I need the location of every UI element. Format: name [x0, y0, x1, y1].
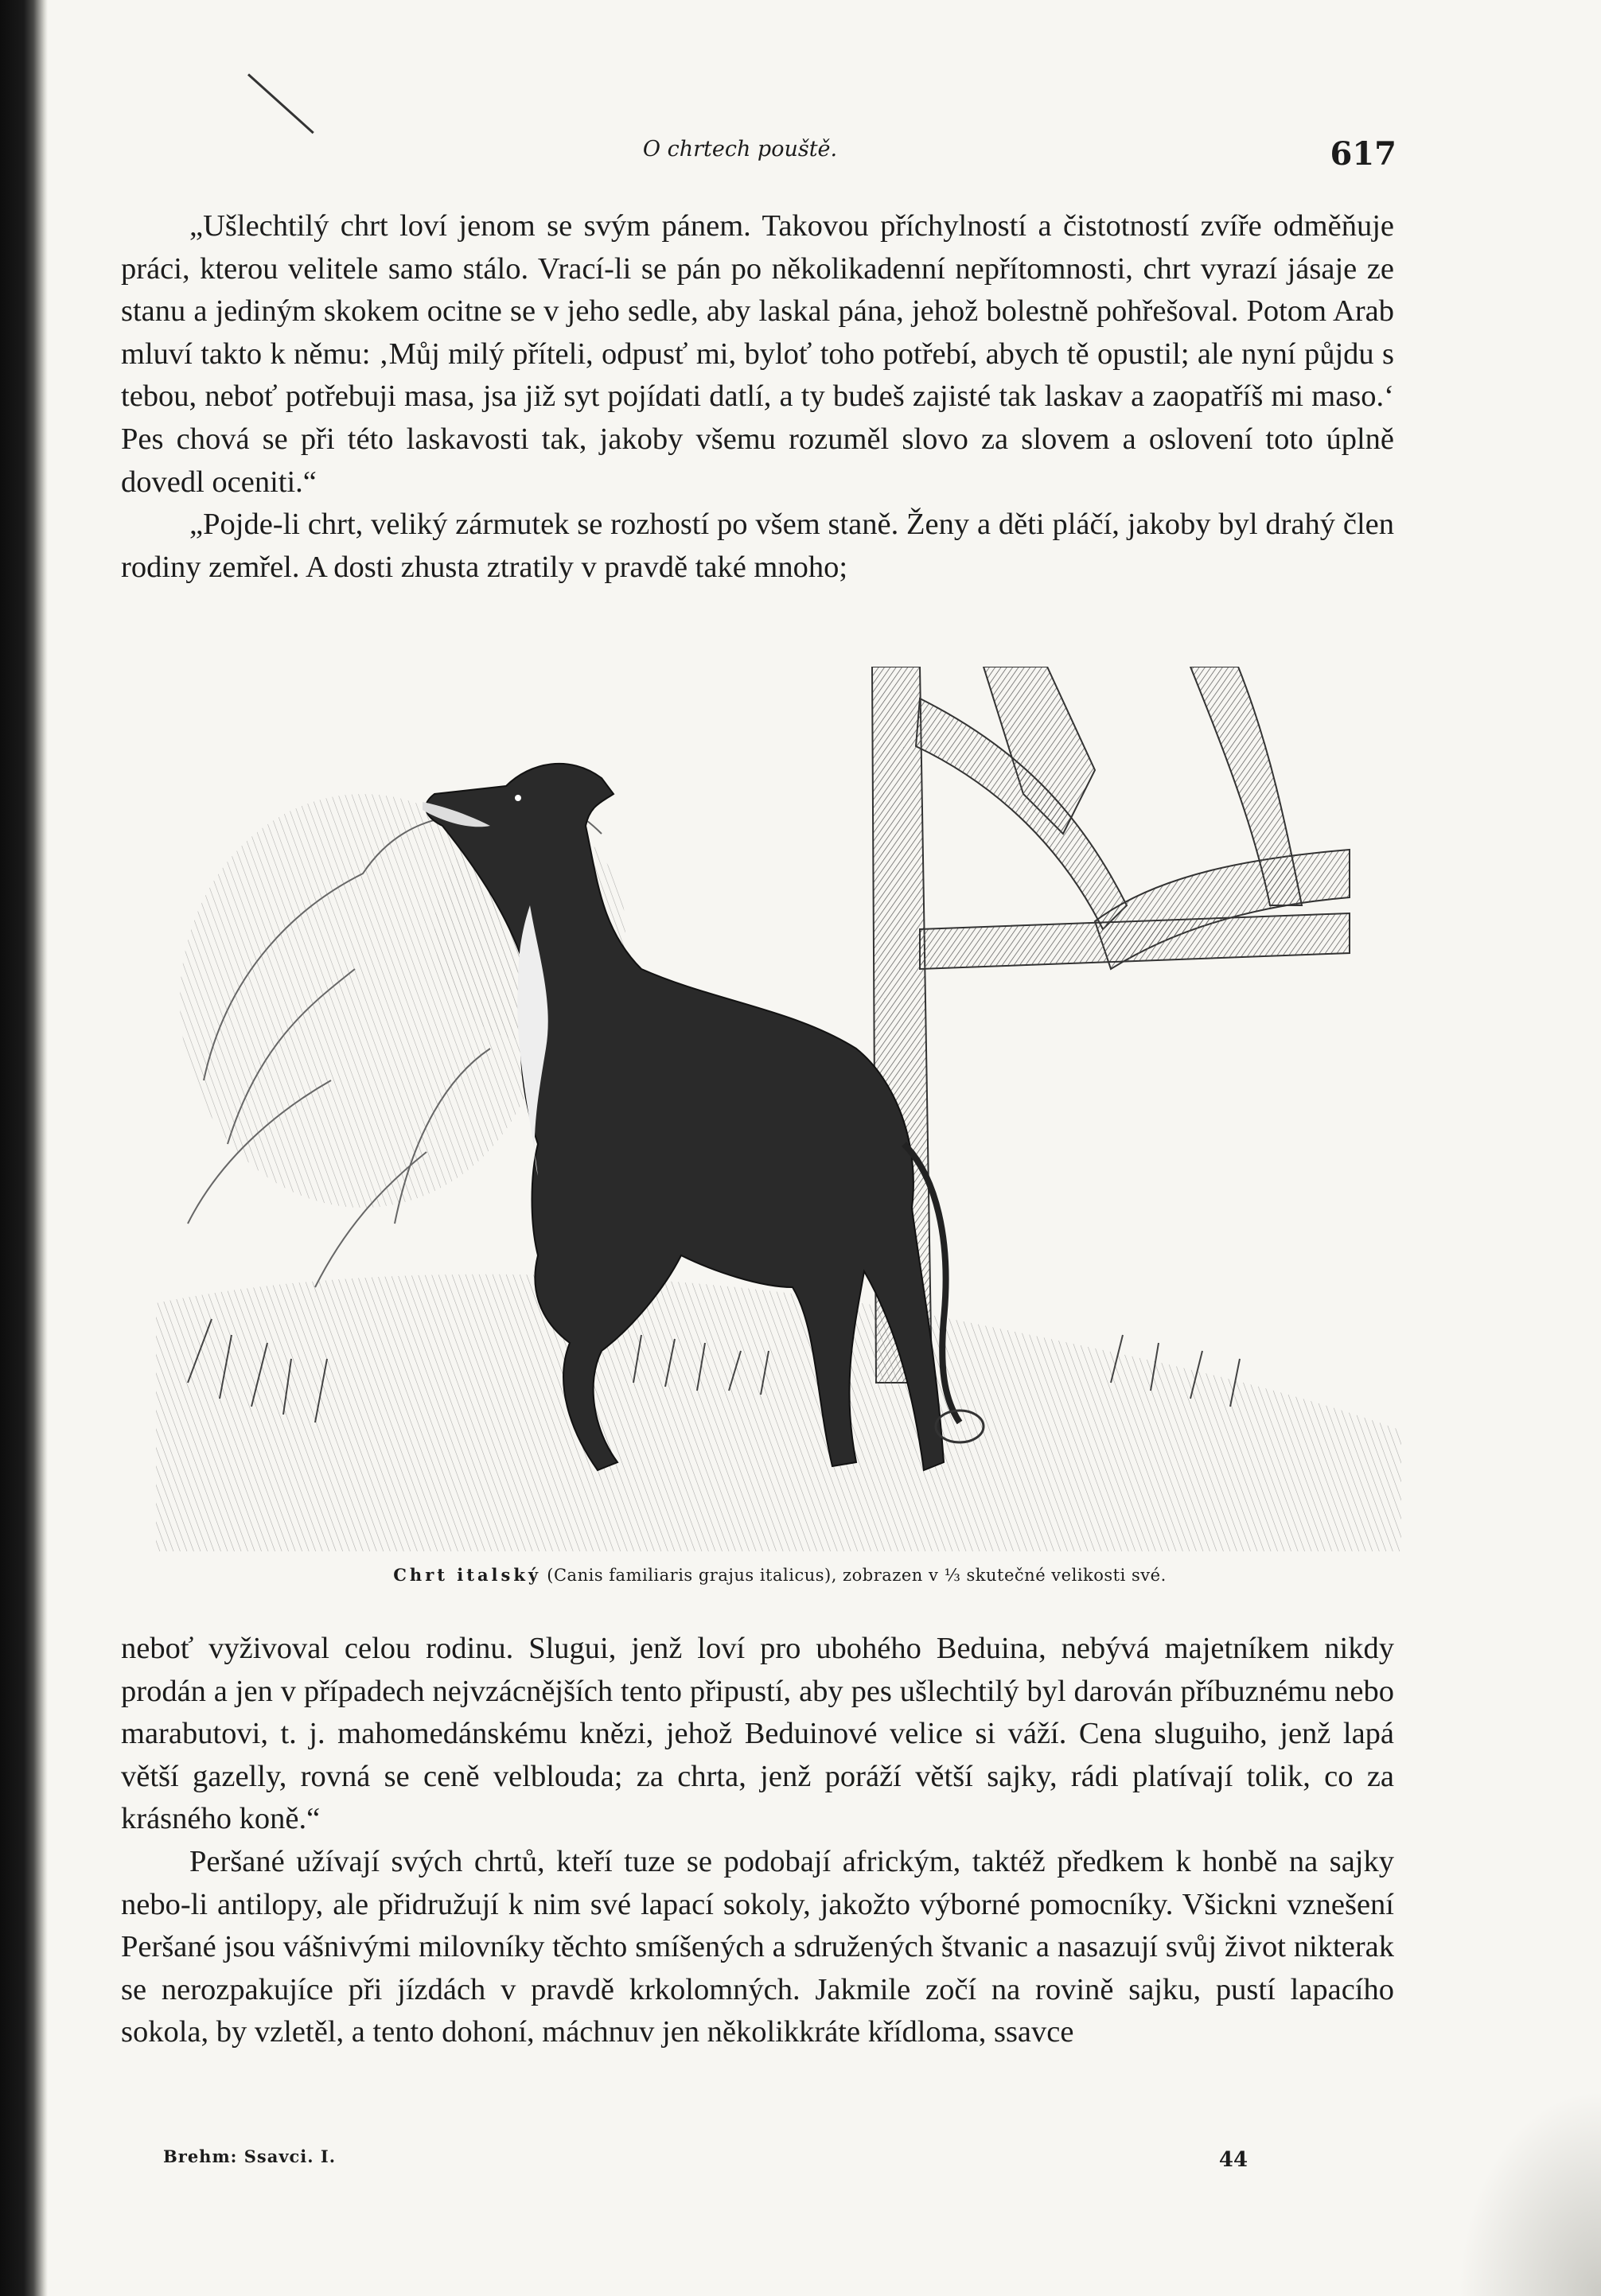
running-title: O chrtech pouště. [642, 137, 838, 161]
book-spine-shadow [0, 0, 48, 2296]
sheet-number: 44 [1218, 2148, 1248, 2172]
page-number: 617 [1330, 135, 1396, 173]
paragraph: Peršané užívají svých chrtů, kteří tuze se podobají africkým, taktéž předkem k honbě na sajky nebo-li antilopy, ale přidružují k nim své lapací sokoly, jakožto výborné pomocníky. Všickni vznešení Peršané jsou vášnivými milovníky těchto smíšených a sdružených štvanic a nasazují svůj život nikterak se nerozpakujíce při jízdách v pravdě krkolomných. Jakmile zočí na rovině sajku, pustí lapacího sokola, by vzletěl, a tento dohoní, máchnuv jen několikkráte křídloma, ssavce [121, 1844, 1394, 2049]
greyhound-engraving-illustration [156, 667, 1401, 1551]
caption-species-name: Chrt italský [393, 1565, 542, 1585]
figure-caption [239, 1565, 1321, 1585]
page-corner-smudge [1458, 2089, 1601, 2296]
paragraph: neboť vyživoval celou rodinu. Slugui, jenž loví pro ubohého Beduina, nebývá majetníkem nikdy prodán a jen v případech nejvzácnějších tento připustí, aby pes ušlechtilý byl darován příbuznému nebo marabutovi, t. j. mahomedánskému knězi, jehož Beduinové velice si váží. Cena sluguiho, jenž lapá větší gazelly, rovná se ceně velblouda; za chrta, jenž poráží větší sajky, rádi platívají tolik, co za krásného koně.“ [121, 1632, 1394, 1836]
caption-text: (Canis familiaris grajus italicus), zobrazen v ⅓ skutečné velikosti své. [541, 1566, 1167, 1585]
text-block-top [121, 205, 1394, 589]
text-block-bottom [121, 1628, 1394, 2054]
footer-signature: Brehm: Ssavci. I. [163, 2146, 337, 2166]
paragraph: „Pojde-li chrt, veliký zármutek se rozhostí po všem staně. Ženy a děti pláčí, jakoby byl drahý člen rodiny zemřel. A dosti zhusta ztratily v pravdě také mnoho; [121, 508, 1394, 584]
paragraph: „Ušlechtilý chrt loví jenom se svým pánem. Takovou příchylností a čistotností zvíře odměňuje práci, kterou velitele samo stálo. Vrací-li se pán po několikadenní nepřítomnosti, chrt vyrazí jásaje ze stanu a jediným skokem ocitne se v jeho sedle, aby laskal pána, jehož bolestně pohřešoval. Potom Arab mluví takto k němu: ‚Můj milý příteli, odpusť mi, byloť toho potřebí, abych tě opustil; ale nyní půjdu s tebou, neboť potřebuji masa, jsa již syt pojídati datlí, a ty budeš zajisté tak laskav a zaopatříš mi maso.‘ Pes chová se při této laskavosti tak, jakoby všemu rozuměl slovo za slovem a oslovení toto úplně dovedl oceniti.“ [121, 209, 1394, 499]
page-fold-mark [247, 73, 314, 134]
greyhound-engraving-icon [156, 667, 1401, 1551]
